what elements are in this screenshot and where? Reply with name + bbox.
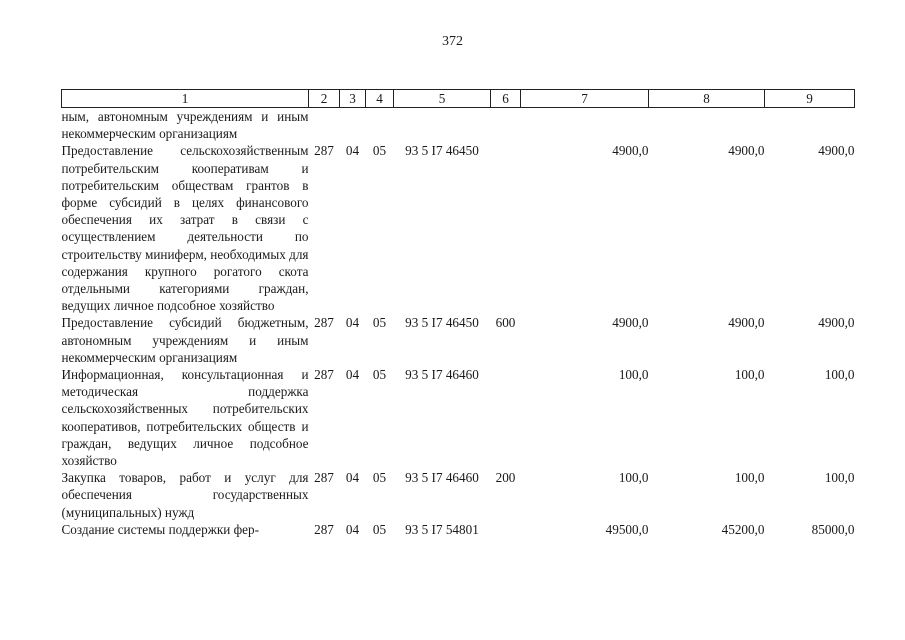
row-col-3: [340, 108, 366, 143]
table-row: [62, 521, 855, 538]
row-col-5: 93 5 I7 54801: [405, 521, 479, 537]
row-col-9: [765, 108, 855, 143]
row-col-4: [366, 108, 394, 143]
row-col-7: 4900,0: [612, 315, 649, 331]
row-col-8: 45200,0: [721, 521, 765, 537]
row-name: Создание системы поддержки фер-: [61, 521, 259, 537]
row-col-6: [491, 521, 521, 538]
col-header-2: 2: [309, 90, 340, 108]
row-col-5: [394, 108, 491, 143]
row-col-7: 100,0: [618, 367, 649, 383]
row-col-8: 100,0: [734, 367, 765, 383]
row-col-2: 287: [314, 315, 334, 331]
page-number: 372: [442, 34, 463, 49]
row-col-2: 287: [314, 470, 334, 486]
row-col-2: 287: [314, 143, 334, 159]
table-row: [62, 142, 855, 314]
col-header-5: 5: [394, 90, 491, 108]
row-col-9: 4900,0: [818, 315, 855, 331]
row-col-2: 287: [314, 367, 334, 383]
row-col-7: 4900,0: [612, 143, 649, 159]
col-header-7: 7: [521, 90, 649, 108]
row-col-9: 85000,0: [811, 521, 855, 537]
table-row: [62, 108, 855, 143]
row-name: Информационная, консультационная и методическая поддержка сельскохозяйственных потребительских кооперативов, потребительских обществ и граждан, ведущих личное подсобное хозяйство: [61, 367, 309, 469]
budget-table: [61, 89, 855, 538]
row-col-2: [309, 108, 340, 143]
row-col-6: [491, 366, 521, 469]
row-col-5: 93 5 I7 46450: [405, 143, 479, 159]
header-row: [62, 90, 855, 108]
col-header-9: 9: [765, 90, 855, 108]
row-col-5: 93 5 I7 46450: [405, 315, 479, 331]
col-header-8: 8: [649, 90, 765, 108]
row-col-7: 49500,0: [605, 521, 649, 537]
row-col-9: 100,0: [824, 367, 855, 383]
row-col-4: 05: [372, 470, 387, 486]
col-header-3: 3: [340, 90, 366, 108]
col-header-1: 1: [62, 90, 309, 108]
table-row: [62, 366, 855, 469]
row-col-4: 05: [372, 143, 387, 159]
row-col-4: 05: [372, 367, 387, 383]
row-col-8: 100,0: [734, 470, 765, 486]
row-col-7: 100,0: [618, 470, 649, 486]
row-col-8: 4900,0: [728, 143, 765, 159]
row-col-3: 04: [345, 367, 360, 383]
row-col-3: 04: [345, 470, 360, 486]
row-col-9: 100,0: [824, 470, 855, 486]
row-col-6: [491, 108, 521, 143]
row-col-9: 4900,0: [818, 143, 855, 159]
col-header-6: 6: [491, 90, 521, 108]
table-row: [62, 314, 855, 366]
row-col-8: [649, 108, 765, 143]
row-col-6: [491, 142, 521, 314]
row-col-3: 04: [345, 315, 360, 331]
row-name: Закупка товаров, работ и услуг для обеспечения государственных (муниципальных) нужд: [61, 470, 309, 520]
row-col-4: 05: [372, 315, 387, 331]
row-col-7: [521, 108, 649, 143]
row-name: Предоставление субсидий бюджетным, автономным учреждениям и иным некоммерческим организациям: [61, 315, 309, 365]
row-col-4: 05: [372, 521, 387, 537]
row-col-6: 200: [495, 470, 516, 486]
row-col-2: 287: [314, 521, 334, 537]
row-col-5: 93 5 I7 46460: [405, 470, 479, 486]
row-col-3: 04: [345, 143, 360, 159]
row-name: Предоставление сельскохозяйственным потребительским кооперативам и потребительским обществам грантов в форме субсидий в целях финансового обеспечения их затрат в связи с осуществлением деятельности по строительству миниферм, необходимых для содержания крупного рогатого скота отдельными категориями граждан, ведущих личное подсобное хозяйство: [61, 143, 309, 314]
table-row: [62, 469, 855, 521]
row-col-5: 93 5 I7 46460: [405, 367, 479, 383]
row-col-3: 04: [345, 521, 360, 537]
row-col-8: 4900,0: [728, 315, 765, 331]
row-name: ным, автономным учреждениям и иным некоммерческим организациям: [61, 109, 309, 142]
col-header-4: 4: [366, 90, 394, 108]
row-col-6: 600: [495, 315, 516, 331]
